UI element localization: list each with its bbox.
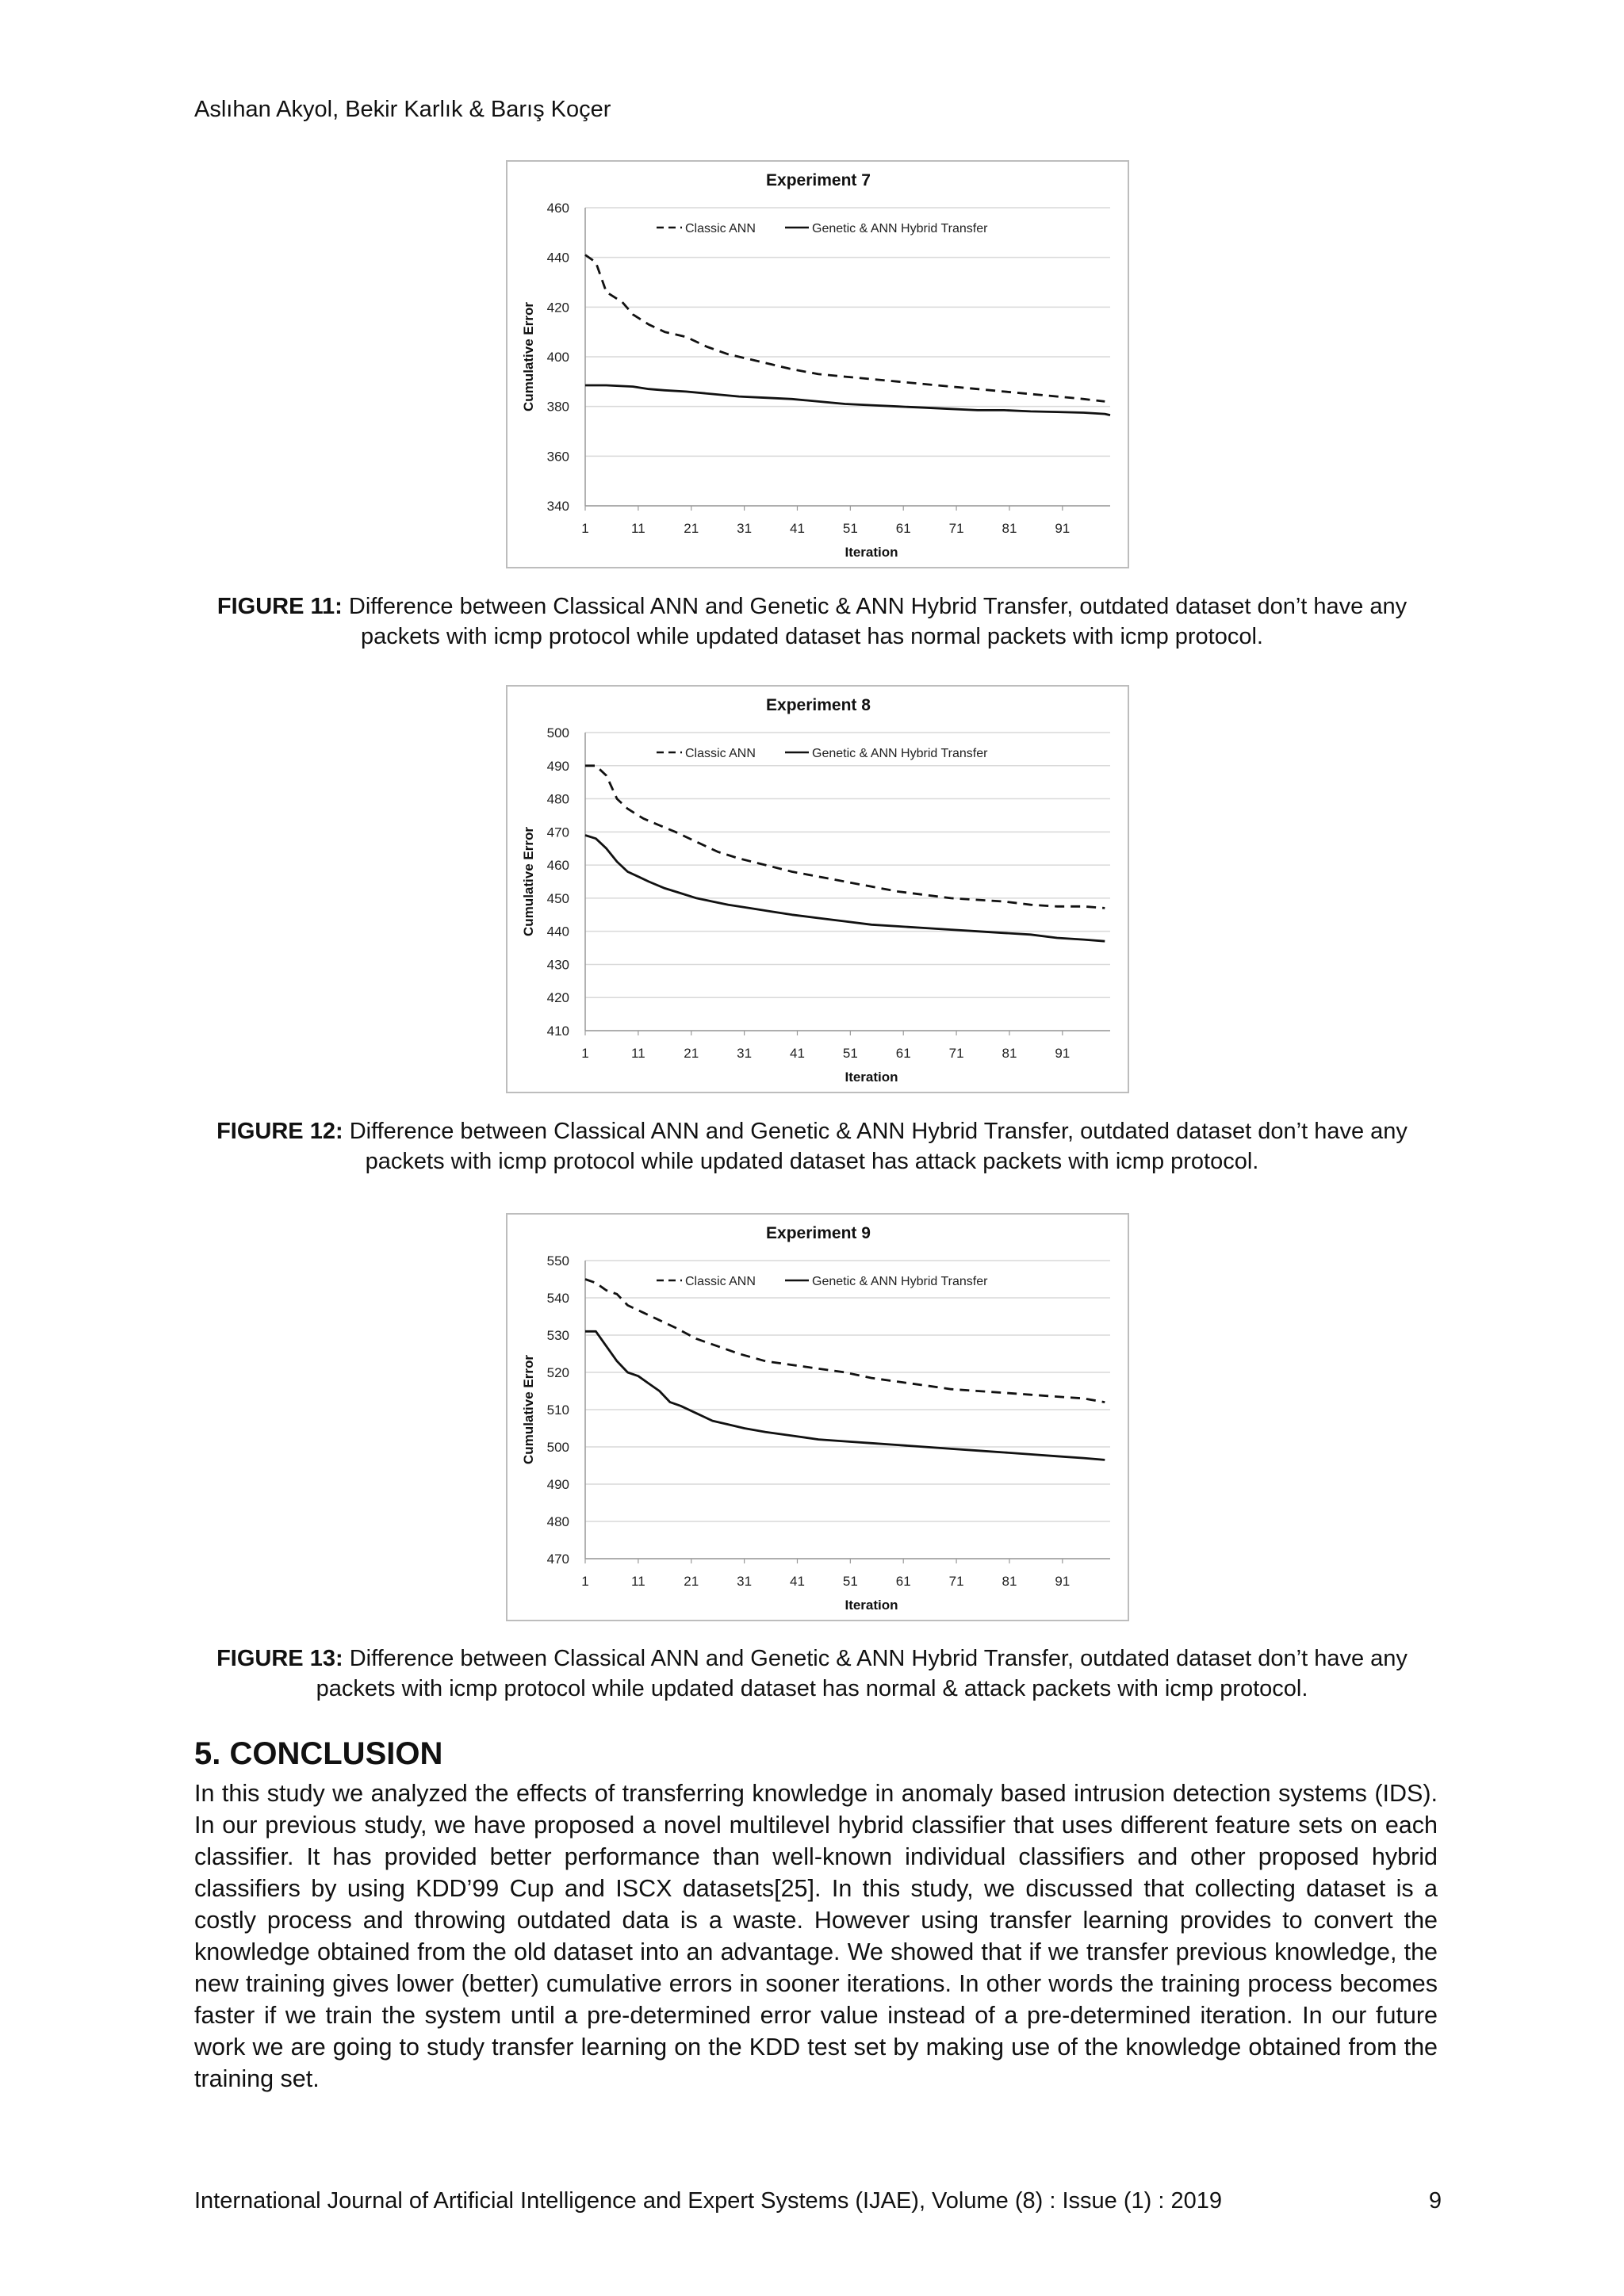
x-tick-label: 21 bbox=[684, 1574, 699, 1589]
x-tick-label: 91 bbox=[1055, 1574, 1071, 1589]
series-line bbox=[585, 385, 1110, 415]
journal-footer: International Journal of Artificial Intelligence and Expert Systems (IJAE), Volume (8) : Issue (1) : 2019 bbox=[194, 2188, 1222, 2214]
y-tick-label: 440 bbox=[546, 250, 569, 266]
figure-11-chart bbox=[506, 160, 1129, 568]
y-tick-label: 510 bbox=[546, 1402, 569, 1418]
series-line bbox=[585, 1331, 1105, 1460]
x-tick-label: 61 bbox=[895, 521, 911, 536]
y-tick-label: 460 bbox=[546, 858, 569, 874]
y-axis-label: Cumulative Error bbox=[521, 827, 536, 936]
figure-12-chart bbox=[506, 685, 1129, 1093]
y-tick-label: 460 bbox=[546, 201, 569, 216]
figure-13-chart bbox=[506, 1213, 1129, 1621]
caption-text: Difference between Classical ANN and Genetic & ANN Hybrid Transfer, outdated dataset don’t have any packets with icmp protocol while updated dataset has attack packets with icmp protocol. bbox=[349, 1119, 1408, 1174]
y-tick-label: 470 bbox=[546, 825, 569, 840]
x-tick-label: 41 bbox=[790, 521, 805, 536]
x-axis-label: Iteration bbox=[845, 545, 898, 560]
running-header: Aslıhan Akyol, Bekir Karlık & Barış Koçer bbox=[194, 97, 611, 122]
x-tick-label: 11 bbox=[631, 1046, 645, 1061]
y-tick-label: 490 bbox=[546, 758, 569, 774]
caption-text: Difference between Classical ANN and Genetic & ANN Hybrid Transfer, outdated dataset don’t have any packets with icmp protocol while updated dataset has normal packets with icmp protocol. bbox=[348, 594, 1408, 649]
x-tick-label: 51 bbox=[842, 1046, 858, 1061]
x-tick-label: 81 bbox=[1002, 521, 1017, 536]
y-axis-label: Cumulative Error bbox=[521, 1355, 536, 1464]
legend-label: Classic ANN bbox=[685, 222, 756, 235]
x-tick-label: 1 bbox=[581, 521, 589, 536]
figure-11-caption bbox=[182, 591, 1442, 652]
x-tick-label: 71 bbox=[948, 1046, 964, 1061]
figure-12-caption bbox=[182, 1116, 1442, 1177]
page-number: 9 bbox=[1428, 2188, 1442, 2214]
y-tick-label: 400 bbox=[546, 350, 569, 365]
x-tick-label: 51 bbox=[842, 1574, 858, 1589]
x-axis-label: Iteration bbox=[845, 1598, 898, 1613]
caption-text: Difference between Classical ANN and Genetic & ANN Hybrid Transfer, outdated dataset don’t have any packets with icmp protocol while updated dataset has normal & attack packets with icmp protocol. bbox=[316, 1646, 1408, 1701]
x-tick-label: 41 bbox=[790, 1046, 805, 1061]
y-tick-label: 500 bbox=[546, 1440, 569, 1455]
y-tick-label: 480 bbox=[546, 791, 569, 807]
x-tick-label: 21 bbox=[684, 521, 699, 536]
series-line bbox=[585, 836, 1105, 942]
chart-svg bbox=[508, 162, 1128, 567]
y-tick-label: 490 bbox=[546, 1477, 569, 1492]
y-tick-label: 440 bbox=[546, 924, 569, 939]
x-tick-label: 91 bbox=[1055, 1046, 1071, 1061]
y-tick-label: 500 bbox=[546, 725, 569, 740]
x-tick-label: 31 bbox=[737, 521, 753, 536]
legend-label: Genetic & ANN Hybrid Transfer bbox=[812, 222, 988, 235]
x-tick-label: 11 bbox=[631, 521, 645, 536]
y-tick-label: 450 bbox=[546, 890, 569, 906]
y-tick-label: 480 bbox=[546, 1514, 569, 1529]
y-tick-label: 410 bbox=[546, 1024, 569, 1039]
legend-label: Classic ANN bbox=[685, 1275, 756, 1288]
caption-label: FIGURE 11: bbox=[216, 594, 343, 619]
caption-label: FIGURE 13: bbox=[216, 1646, 343, 1671]
legend-label: Genetic & ANN Hybrid Transfer bbox=[812, 1275, 988, 1288]
x-tick-label: 1 bbox=[581, 1046, 589, 1061]
x-axis-label: Iteration bbox=[845, 1070, 898, 1085]
chart-title: Experiment 9 bbox=[766, 1224, 871, 1242]
chart-title: Experiment 7 bbox=[766, 171, 871, 189]
x-tick-label: 51 bbox=[842, 521, 858, 536]
x-tick-label: 71 bbox=[948, 1574, 964, 1589]
y-tick-label: 470 bbox=[546, 1552, 569, 1567]
y-tick-label: 550 bbox=[546, 1253, 569, 1269]
x-tick-label: 71 bbox=[948, 521, 964, 536]
y-tick-label: 380 bbox=[546, 399, 569, 415]
series-line bbox=[585, 255, 1105, 402]
legend-label: Genetic & ANN Hybrid Transfer bbox=[812, 747, 988, 760]
x-tick-label: 11 bbox=[631, 1574, 645, 1589]
x-tick-label: 31 bbox=[737, 1046, 753, 1061]
section-title: 5. CONCLUSION bbox=[194, 1736, 443, 1771]
x-tick-label: 31 bbox=[737, 1574, 753, 1589]
x-tick-label: 41 bbox=[790, 1574, 805, 1589]
y-tick-label: 420 bbox=[546, 990, 569, 1006]
y-tick-label: 420 bbox=[546, 300, 569, 316]
chart-svg bbox=[508, 687, 1128, 1092]
chart-title: Experiment 8 bbox=[766, 696, 871, 714]
y-tick-label: 430 bbox=[546, 957, 569, 973]
x-tick-label: 81 bbox=[1002, 1574, 1017, 1589]
y-axis-label: Cumulative Error bbox=[521, 302, 536, 411]
x-tick-label: 81 bbox=[1002, 1046, 1017, 1061]
legend-label: Classic ANN bbox=[685, 747, 756, 760]
y-tick-label: 520 bbox=[546, 1365, 569, 1380]
caption-label: FIGURE 12: bbox=[216, 1119, 343, 1144]
y-tick-label: 530 bbox=[546, 1328, 569, 1343]
y-tick-label: 340 bbox=[546, 499, 569, 514]
x-tick-label: 61 bbox=[895, 1046, 911, 1061]
conclusion-body: In this study we analyzed the effects of transferring knowledge in anomaly based intrusion detection systems (IDS). In our previous study, we have proposed a novel multilevel hybrid classifier that uses different feature sets on each classifier. It has provided better performance than well-known individual classifiers and other proposed hybrid classifiers by using KDD’99 Cup and ISCX datasets[25]. In this study, we discussed that collecting dataset is a costly process and throwing outdated data is a waste. However using transfer learning provides to convert the knowledge obtained from the old dataset into an advantage. We showed that if we transfer previous knowledge, the new training gives lower (better) cumulative errors in sooner iterations. In other words the training process becomes faster if we train the system until a pre-determined error value instead of a pre-determined iteration. In our future work we are going to study transfer learning on the KDD test set by making use of the knowledge obtained from the training set. bbox=[194, 1780, 1438, 2092]
figure-13-caption bbox=[182, 1644, 1442, 1704]
x-tick-label: 21 bbox=[684, 1046, 699, 1061]
x-tick-label: 91 bbox=[1055, 521, 1071, 536]
x-tick-label: 61 bbox=[895, 1574, 911, 1589]
y-tick-label: 360 bbox=[546, 449, 569, 465]
y-tick-label: 540 bbox=[546, 1291, 569, 1306]
x-tick-label: 1 bbox=[581, 1574, 589, 1589]
chart-svg bbox=[508, 1215, 1128, 1620]
